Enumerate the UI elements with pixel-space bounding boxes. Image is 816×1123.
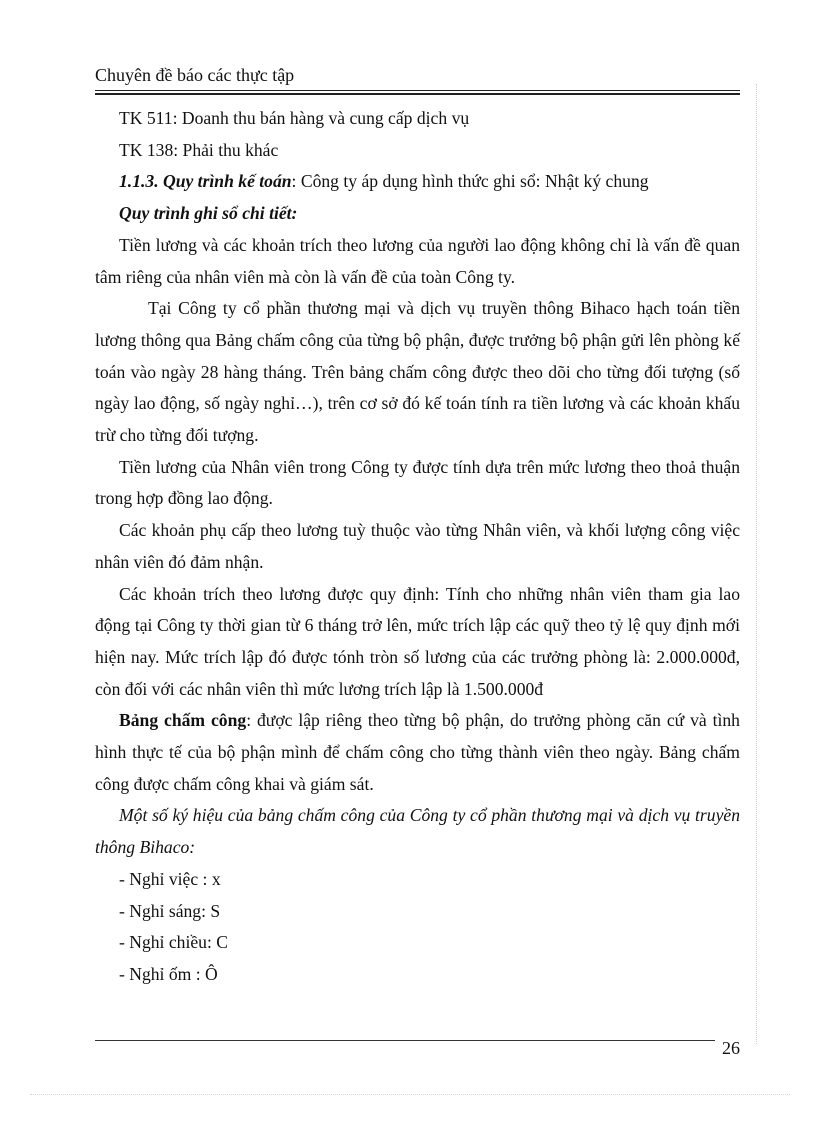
page-number: 26 <box>722 1038 740 1058</box>
paragraph-2: Tại Công ty cổ phần thương mại và dịch vụ truyền thông Bihaco hạch toán tiền lương thông qua Bảng chấm công của từng bộ phận, được trưởng bộ phận gửi lên phòng kế toán vào ngày 28 hàng tháng. Trên bảng chấm công được theo dõi cho từng đối tượng (số ngày lao động, số ngày nghỉ…), trên cơ sở đó kế toán tính ra tiền lương và các khoản khấu trừ cho từng đối tượng. <box>95 298 740 446</box>
symbol-item: - Nghỉ ốm : Ô <box>119 963 218 984</box>
header-rule-bottom <box>95 93 740 95</box>
page-bottom-guide <box>30 1094 790 1095</box>
document-body <box>95 103 740 991</box>
paragraph-1: Tiền lương và các khoản trích theo lương của người lao động không chỉ là vấn đề quan tâm riêng của nhân viên mà còn là vấn đề của toàn Công ty. <box>95 234 740 287</box>
timesheet-text: : được lập riêng theo từng bộ phận, do trưởng phòng căn cứ và tình hình thực tế của bộ phận mình để chấm công cho từng thành viên theo ngày. Bảng chấm công được chấm công khai và giám sát. <box>95 710 740 794</box>
running-header: Chuyên đề báo các thực tập <box>95 65 295 85</box>
paragraph-3: Tiền lương của Nhân viên trong Công ty được tính dựa trên mức lương theo thoả thuận trong hợp đồng lao động. <box>95 456 740 509</box>
margin-guide <box>756 84 760 1044</box>
timesheet-label: Bảng chấm công <box>119 710 247 731</box>
section-text: : Công ty áp dụng hình thức ghi sổ: Nhật ký chung <box>291 171 649 192</box>
paragraph-5: Các khoản trích theo lương được quy định: Tính cho những nhân viên tham gia lao động tại Công ty thời gian từ 6 tháng trở lên, mức trích lập các quỹ theo tỷ lệ quy định mới hiện nay. Mức trích lập đó được tónh tròn số lương của các trưởng phòng là: 2.000.000đ, còn đối với các nhân viên thì mức lương trích lập là 1.500.000đ <box>95 583 740 699</box>
symbol-item: - Nghỉ chiều: C <box>119 932 228 953</box>
symbol-item: - Nghỉ sáng: S <box>119 900 221 921</box>
account-line-511: TK 511: Doanh thu bán hàng và cung cấp dịch vụ <box>119 108 470 128</box>
subheading: Quy trình ghi sổ chi tiết: <box>119 203 298 224</box>
symbol-item: - Nghỉ việc : x <box>119 868 221 889</box>
section-1-1-3 <box>95 166 740 198</box>
footer-rule <box>95 1040 715 1041</box>
account-line-138: TK 138: Phải thu khác <box>119 139 279 160</box>
paragraph-6 <box>95 705 740 800</box>
section-heading: 1.1.3. Quy trình kế toán <box>119 171 292 192</box>
header-rule-top <box>95 90 740 91</box>
paragraph-4: Các khoản phụ cấp theo lương tuỳ thuộc vào từng Nhân viên, và khối lượng công việc nhân viên đó đảm nhận. <box>95 520 740 572</box>
paragraph-7: Một số ký hiệu của bảng chấm công của Công ty cổ phần thương mại và dịch vụ truyền thông Bihaco: <box>95 805 740 858</box>
